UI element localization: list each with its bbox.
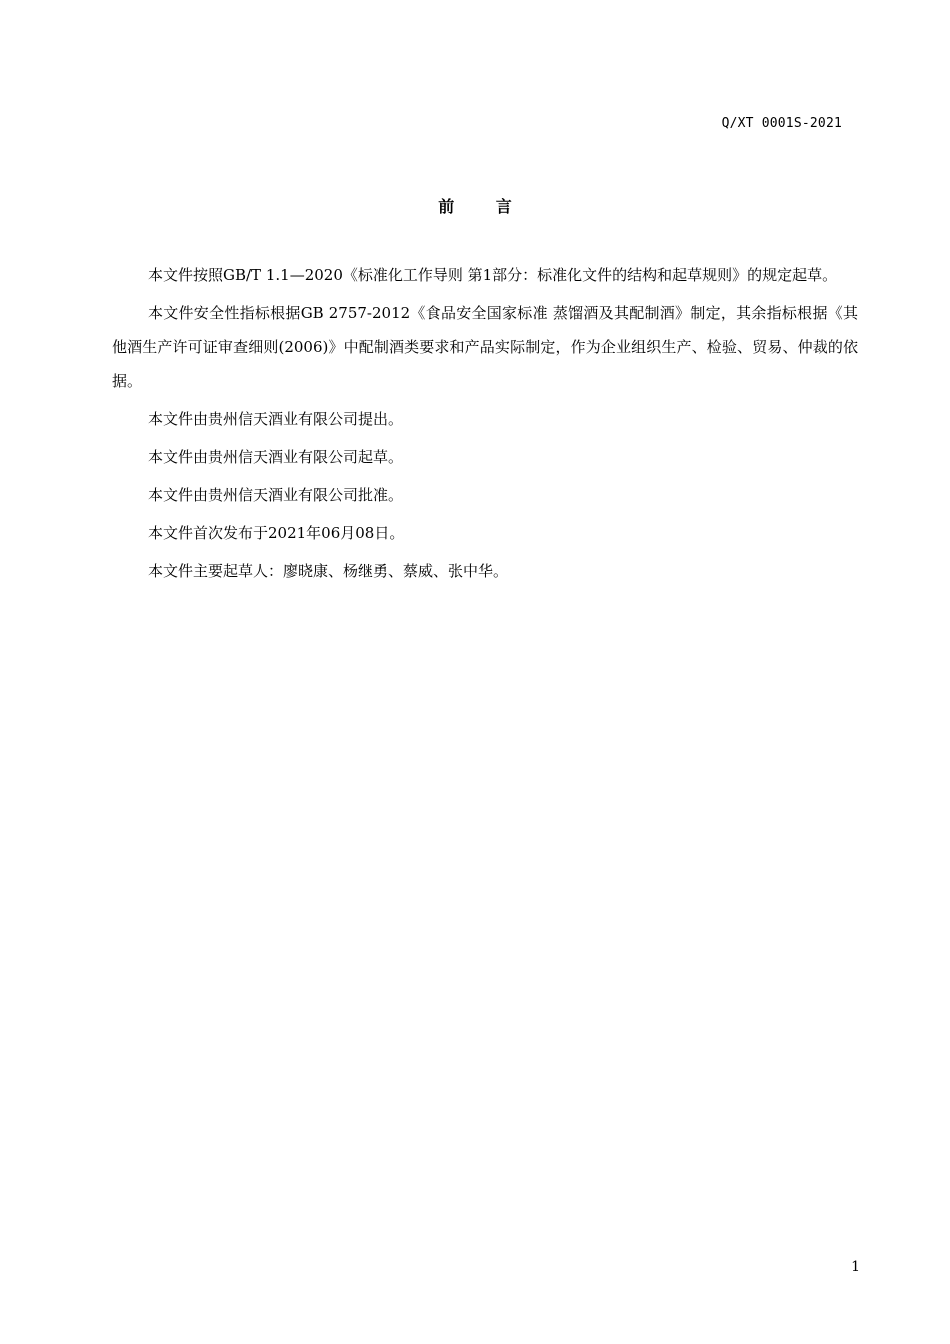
- paragraph-approver: 本文件由贵州信天酒业有限公司批准。: [148, 486, 404, 504]
- document-code: Q/XT 0001S-2021: [721, 116, 842, 131]
- page-title: 前 言: [438, 197, 530, 216]
- paragraph-drafter: 本文件由贵州信天酒业有限公司起草。: [148, 448, 404, 466]
- paragraph-release-date: 本文件首次发布于2021年06月08日。: [148, 524, 405, 542]
- paragraph-safety-indicators: 本文件安全性指标根据GB 2757-2012《食品安全国家标准 蒸馏酒及其配制酒》制定，其余指标根据《其他酒生产许可证审查细则(2006)》中配制酒类要求和产品实际制定，作为企业组织生产、检验、贸易、仲裁的依据。: [112, 304, 858, 390]
- page-number: 1: [851, 1259, 860, 1275]
- paragraph-drafting-rules: 本文件按照GB/T 1.1—2020《标准化工作导则 第1部分：标准化文件的结构和起草规则》的规定起草。: [148, 266, 838, 284]
- foreword-body: [112, 258, 858, 592]
- paragraph-main-drafters: 本文件主要起草人：廖晓康、杨继勇、蔡威、张中华。: [148, 562, 509, 580]
- paragraph-proposer: 本文件由贵州信天酒业有限公司提出。: [148, 410, 404, 428]
